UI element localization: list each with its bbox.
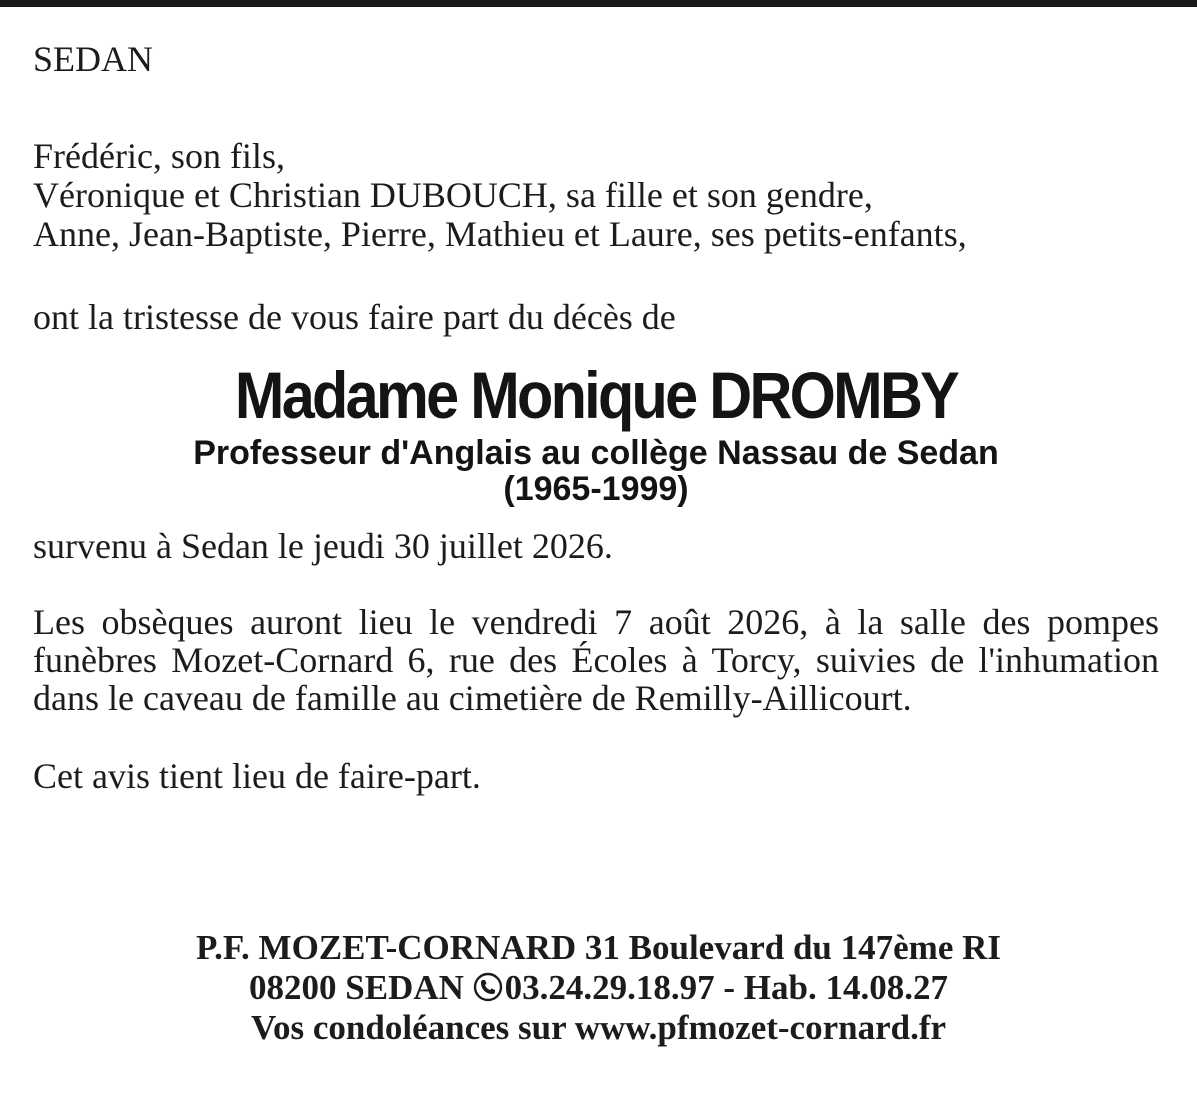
condolences-website: Vos condoléances sur www.pfmozet-cornard.fr — [250, 1008, 947, 1047]
closing-statement: Cet avis tient lieu de faire-part. — [33, 756, 481, 796]
career-years: (1965-1999) — [503, 470, 689, 508]
funeral-home-address: P.F. MOZET-CORNARD 31 Boulevard du 147ème RI — [195, 928, 1002, 967]
city-heading: SEDAN — [33, 39, 154, 79]
family-members-list — [33, 137, 1159, 254]
funeral-home-contact — [0, 968, 1197, 1008]
funeral-details: Les obsèques auront lieu le vendredi 7 août 2026, à la salle des pompes funèbres Mozet-Cornard 6, rue des Écoles à Torcy, suivies de l'inhumation dans le caveau de famille au cimetière de Remilly-Aillicourt. — [33, 602, 1159, 718]
obituary-notice — [33, 40, 1159, 796]
death-statement: survenu à Sedan le jeudi 30 juillet 2026. — [33, 526, 613, 566]
deceased-name: Madame Monique DROMBY — [234, 358, 958, 432]
family-member-line: Frédéric, son fils, — [33, 136, 285, 176]
top-border-rule — [0, 0, 1197, 7]
announcement-text: ont la tristesse de vous faire part du décès de — [33, 297, 676, 337]
funeral-home-block — [0, 928, 1197, 1048]
funeral-home-phone: 03.24.29.18.97 - Hab. 14.08.27 — [504, 968, 948, 1007]
deceased-profession: Professeur d'Anglais au collège Nassau de Sedan — [193, 434, 999, 472]
family-member-line: Véronique et Christian DUBOUCH, sa fille et son gendre, — [33, 175, 873, 215]
funeral-home-city: 08200 SEDAN — [249, 968, 464, 1007]
telephone-icon — [473, 972, 503, 1002]
family-member-line: Anne, Jean-Baptiste, Pierre, Mathieu et Laure, ses petits-enfants, — [33, 214, 967, 254]
